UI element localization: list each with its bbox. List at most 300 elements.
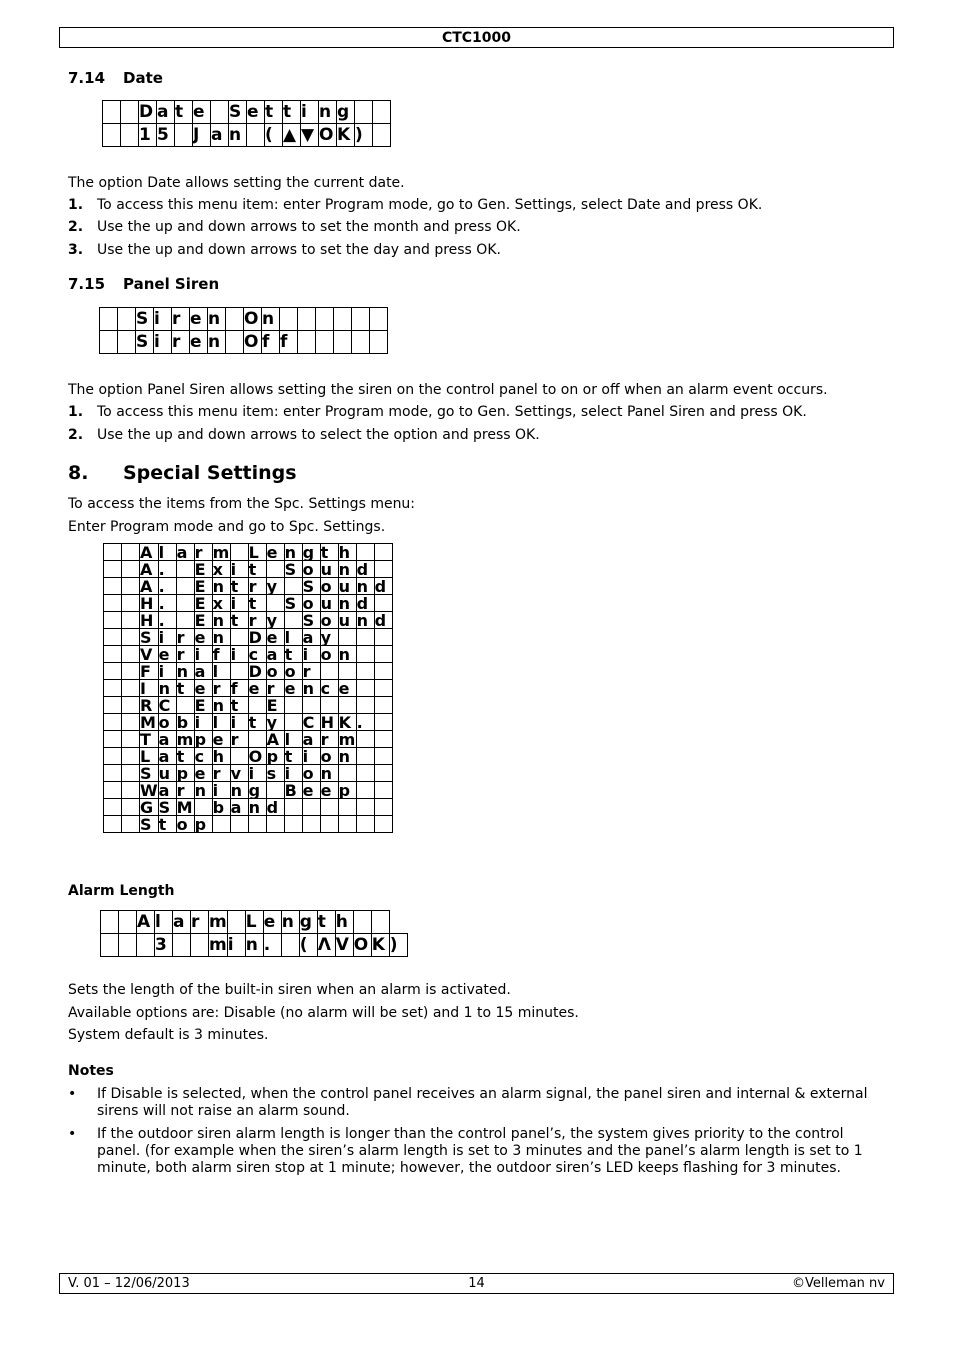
lcd-cell — [374, 561, 392, 578]
lcd-cell: a — [158, 748, 176, 765]
lcd-cell: o — [302, 765, 320, 782]
lcd-row — [100, 331, 388, 354]
lcd-special-settings-menu — [103, 543, 393, 833]
lcd-cell — [176, 578, 194, 595]
lcd-cell: ( — [299, 934, 317, 957]
lcd-cell — [266, 816, 284, 833]
lcd-cell: t — [158, 816, 176, 833]
section-number: 7.15 — [68, 275, 106, 293]
lcd-cell: n — [284, 544, 302, 561]
lcd-cell — [247, 124, 265, 147]
lcd-cell: t — [176, 680, 194, 697]
lcd-cell — [356, 816, 374, 833]
lcd-cell — [248, 697, 266, 714]
lcd-cell — [370, 308, 388, 331]
lcd-cell: ( — [265, 124, 283, 147]
bullet-icon: • — [68, 1126, 77, 1142]
lcd-cell — [302, 799, 320, 816]
lcd-cell — [211, 101, 229, 124]
lcd-cell: F — [140, 663, 159, 680]
lcd-cell: r — [212, 680, 230, 697]
lcd-cell: t — [176, 748, 194, 765]
lcd-cell: x — [212, 595, 230, 612]
lcd-cell: r — [172, 331, 190, 354]
lcd-cell: S — [136, 308, 154, 331]
lcd-cell: f — [230, 680, 248, 697]
lcd-cell: ▲ — [283, 124, 301, 147]
alarm-length-p3: System default is 3 minutes. — [68, 1027, 269, 1043]
lcd-cell — [119, 911, 137, 934]
lcd-cell: e — [193, 101, 211, 124]
lcd-row — [104, 782, 393, 799]
lcd-cell — [266, 561, 284, 578]
lcd-cell — [281, 934, 299, 957]
lcd-cell — [100, 331, 118, 354]
lcd-cell: f — [212, 646, 230, 663]
lcd-row — [101, 911, 408, 934]
lcd-cell: r — [176, 782, 194, 799]
lcd-row — [104, 714, 393, 731]
lcd-cell — [284, 799, 302, 816]
lcd-cell: C — [158, 697, 176, 714]
lcd-cell: E — [194, 595, 212, 612]
lcd-cell: g — [302, 544, 320, 561]
lcd-cell: E — [194, 697, 212, 714]
lcd-cell: p — [194, 731, 212, 748]
lcd-cell — [103, 124, 121, 147]
lcd-cell: ) — [389, 934, 407, 957]
lcd-cell — [104, 561, 122, 578]
lcd-cell — [122, 578, 140, 595]
lcd-cell: n — [248, 799, 266, 816]
lcd-cell — [374, 799, 392, 816]
lcd-cell: i — [230, 646, 248, 663]
lcd-cell — [118, 308, 136, 331]
lcd-cell: i — [230, 595, 248, 612]
panel-siren-step-2: 2. Use the up and down arrows to select the option and press OK. — [68, 427, 540, 443]
lcd-cell — [122, 765, 140, 782]
lcd-cell: M — [176, 798, 193, 816]
bullet-icon: • — [68, 1086, 77, 1102]
date-intro-text: The option Date allows setting the current date. — [68, 175, 405, 191]
lcd-cell — [248, 816, 266, 833]
section-8-heading — [68, 462, 297, 484]
lcd-cell: M — [140, 714, 159, 731]
lcd-cell — [320, 697, 338, 714]
lcd-cell — [104, 765, 122, 782]
page-header — [59, 27, 894, 48]
lcd-cell: a — [158, 731, 176, 748]
lcd-cell: t — [175, 101, 193, 124]
lcd-cell — [100, 308, 118, 331]
lcd-cell: e — [284, 680, 302, 697]
lcd-cell: y — [320, 629, 338, 646]
lcd-cell — [104, 714, 122, 731]
lcd-cell: n — [208, 331, 226, 354]
lcd-cell: p — [176, 765, 194, 782]
lcd-cell — [266, 782, 284, 799]
lcd-row — [104, 544, 393, 561]
lcd-cell: r — [266, 680, 284, 697]
lcd-cell — [284, 612, 302, 629]
lcd-cell: V — [335, 934, 353, 957]
lcd-cell: e — [194, 765, 212, 782]
lcd-cell: r — [172, 308, 190, 331]
lcd-cell — [248, 731, 266, 748]
lcd-cell — [122, 782, 140, 799]
lcd-cell — [230, 748, 248, 765]
lcd-cell: t — [230, 612, 248, 629]
lcd-cell: S — [140, 629, 159, 646]
lcd-cell: m — [338, 730, 356, 748]
lcd-cell — [122, 544, 140, 561]
lcd-cell: a — [211, 124, 229, 147]
special-settings-p2: Enter Program mode and go to Spc. Settings. — [68, 519, 386, 535]
lcd-cell — [175, 124, 193, 147]
lcd-cell — [338, 816, 356, 833]
lcd-cell: S — [140, 816, 159, 833]
lcd-row — [104, 561, 393, 578]
lcd-cell — [374, 731, 392, 748]
lcd-cell — [104, 629, 122, 646]
panel-siren-step-1: 1. To access this menu item: enter Program mode, go to Gen. Settings, select Panel Siren and press OK. — [68, 404, 807, 420]
lcd-cell — [356, 544, 374, 561]
lcd-cell: g — [299, 911, 317, 934]
lcd-cell — [356, 629, 374, 646]
date-step-3: 3. Use the up and down arrows to set the day and press OK. — [68, 242, 501, 258]
lcd-cell: r — [248, 612, 266, 629]
lcd-cell: t — [265, 101, 283, 124]
lcd-cell: A — [137, 911, 155, 934]
lcd-cell: b — [212, 799, 230, 816]
lcd-cell: m — [209, 934, 227, 955]
lcd-cell — [227, 911, 245, 934]
lcd-cell — [338, 799, 356, 816]
lcd-cell: 5 — [157, 124, 175, 147]
alarm-length-heading: Alarm Length — [68, 883, 175, 899]
lcd-cell — [374, 629, 392, 646]
lcd-row — [104, 578, 393, 595]
lcd-cell: o — [284, 663, 302, 680]
lcd-cell — [191, 934, 209, 957]
lcd-cell — [374, 782, 392, 799]
lcd-cell: s — [266, 765, 284, 782]
lcd-cell: a — [230, 799, 248, 816]
lcd-cell: n — [338, 646, 356, 663]
lcd-cell: ) — [355, 124, 373, 147]
lcd-cell: n — [302, 680, 320, 697]
lcd-cell: n — [212, 697, 230, 714]
lcd-cell: t — [248, 595, 266, 612]
lcd-cell — [374, 680, 392, 697]
lcd-cell: D — [248, 629, 266, 646]
lcd-cell — [122, 697, 140, 714]
lcd-cell: r — [248, 578, 266, 595]
lcd-cell: n — [176, 663, 194, 680]
lcd-cell: e — [266, 629, 284, 646]
lcd-cell — [122, 561, 140, 578]
lcd-cell: S — [302, 612, 320, 629]
lcd-cell — [374, 595, 392, 612]
lcd-cell — [230, 544, 248, 561]
lcd-cell: o — [320, 578, 338, 595]
lcd-cell: S — [284, 595, 302, 612]
lcd-cell: n — [281, 911, 299, 934]
notes-heading: Notes — [68, 1063, 114, 1079]
lcd-cell: t — [230, 578, 248, 595]
lcd-cell: u — [320, 595, 338, 612]
lcd-cell — [176, 595, 194, 612]
lcd-cell: r — [194, 544, 212, 561]
lcd-cell: . — [263, 934, 281, 957]
lcd-cell — [356, 663, 374, 680]
lcd-cell: a — [158, 782, 176, 799]
lcd-cell — [176, 612, 194, 629]
lcd-row — [104, 680, 393, 697]
lcd-cell: O — [319, 124, 337, 147]
lcd-cell: r — [176, 646, 194, 663]
lcd-cell: x — [212, 561, 230, 578]
lcd-cell: E — [194, 612, 212, 629]
lcd-cell: n — [208, 308, 226, 331]
lcd-cell: R — [140, 697, 159, 714]
section-7-14-heading — [68, 69, 163, 87]
lcd-row — [103, 101, 391, 124]
lcd-cell — [334, 331, 352, 354]
lcd-cell: i — [194, 646, 212, 663]
lcd-cell — [334, 308, 352, 331]
lcd-cell: d — [356, 595, 374, 612]
lcd-cell: u — [158, 765, 176, 782]
lcd-cell: t — [248, 714, 266, 731]
lcd-cell — [212, 816, 230, 833]
lcd-cell — [104, 595, 122, 612]
lcd-cell — [284, 697, 302, 714]
lcd-cell: u — [338, 612, 356, 629]
lcd-cell: I — [140, 680, 159, 697]
lcd-cell — [374, 544, 392, 561]
lcd-cell: 1 — [139, 124, 157, 147]
lcd-cell — [104, 544, 122, 561]
lcd-cell: l — [212, 714, 230, 731]
lcd-cell: l — [212, 663, 230, 680]
lcd-cell: e — [247, 101, 265, 124]
lcd-cell: G — [140, 799, 159, 816]
lcd-cell: n — [245, 934, 263, 957]
lcd-cell — [370, 331, 388, 354]
lcd-cell: C — [302, 714, 320, 731]
lcd-cell: e — [248, 680, 266, 697]
lcd-cell: S — [140, 765, 159, 782]
lcd-cell: . — [356, 714, 374, 731]
lcd-cell: l — [158, 544, 176, 561]
lcd-cell: A — [140, 544, 159, 561]
lcd-cell: n — [320, 765, 338, 782]
lcd-cell — [284, 578, 302, 595]
lcd-cell: H — [140, 612, 159, 629]
lcd-cell — [338, 663, 356, 680]
lcd-cell — [374, 663, 392, 680]
lcd-row — [104, 765, 393, 782]
lcd-cell — [356, 799, 374, 816]
lcd-cell — [122, 595, 140, 612]
lcd-cell: n — [338, 748, 356, 765]
lcd-cell: e — [190, 331, 208, 354]
lcd-cell: L — [140, 748, 159, 765]
lcd-cell — [122, 646, 140, 663]
lcd-cell — [320, 663, 338, 680]
section-title: Date — [123, 69, 163, 87]
lcd-cell: . — [158, 561, 176, 578]
lcd-cell: o — [266, 663, 284, 680]
lcd-cell — [266, 595, 284, 612]
lcd-cell: t — [248, 561, 266, 578]
copyright: ©Velleman nv — [791, 1276, 885, 1291]
lcd-row — [104, 612, 393, 629]
lcd-cell: e — [266, 544, 284, 561]
lcd-cell — [104, 816, 122, 833]
lcd-cell: n — [356, 578, 374, 595]
page-number: 14 — [468, 1276, 485, 1291]
lcd-cell — [356, 748, 374, 765]
lcd-cell: . — [158, 578, 176, 595]
lcd-cell — [353, 911, 371, 934]
lcd-row — [104, 663, 393, 680]
lcd-cell: . — [158, 595, 176, 612]
special-settings-p1: To access the items from the Spc. Settings menu: — [68, 496, 416, 512]
lcd-cell — [302, 697, 320, 714]
lcd-cell: a — [266, 646, 284, 663]
lcd-cell: d — [374, 612, 392, 629]
lcd-cell — [371, 911, 389, 934]
lcd-cell: i — [158, 663, 176, 680]
lcd-cell — [104, 731, 122, 748]
lcd-cell — [104, 612, 122, 629]
lcd-cell: l — [284, 731, 302, 748]
lcd-cell: u — [320, 561, 338, 578]
lcd-cell — [173, 934, 191, 957]
lcd-cell: i — [212, 782, 230, 799]
lcd-cell: e — [302, 782, 320, 799]
lcd-cell: H — [140, 595, 159, 612]
lcd-cell — [356, 697, 374, 714]
lcd-row — [104, 748, 393, 765]
lcd-cell: n — [194, 782, 212, 799]
lcd-cell: o — [320, 612, 338, 629]
lcd-cell: c — [248, 646, 266, 663]
lcd-cell: D — [248, 663, 266, 680]
lcd-cell: e — [320, 782, 338, 799]
lcd-cell: r — [176, 629, 194, 646]
lcd-cell — [338, 765, 356, 782]
lcd-cell — [284, 714, 302, 731]
lcd-cell: e — [194, 680, 212, 697]
lcd-cell — [352, 308, 370, 331]
lcd-cell: B — [284, 782, 302, 799]
lcd-cell: r — [212, 765, 230, 782]
lcd-cell: e — [194, 629, 212, 646]
note-item-2: • If the outdoor siren alarm length is longer than the control panel’s, the system gives priority to the control panel. (for example when the siren’s alarm length is set to 3 minutes and the panel’s alarm length is set to 1 minute, both alarm siren stop at 1 minute; however, the outdoor siren’s LED keeps flashing for 3 minutes. — [68, 1126, 863, 1176]
lcd-cell: L — [248, 544, 266, 561]
alarm-length-p1: Sets the length of the built-in siren when an alarm is activated. — [68, 982, 511, 998]
lcd-cell — [122, 663, 140, 680]
lcd-cell — [104, 697, 122, 714]
lcd-cell: 3 — [155, 934, 173, 957]
lcd-cell: a — [194, 663, 212, 680]
lcd-cell: n — [338, 595, 356, 612]
lcd-cell: t — [284, 748, 302, 765]
lcd-cell: e — [338, 680, 356, 697]
lcd-cell: l — [155, 911, 173, 934]
lcd-cell: g — [337, 101, 355, 124]
lcd-cell: n — [212, 612, 230, 629]
lcd-cell — [230, 816, 248, 833]
lcd-cell: a — [173, 911, 191, 934]
lcd-cell — [122, 731, 140, 748]
lcd-cell: a — [302, 731, 320, 748]
lcd-cell — [194, 799, 212, 816]
lcd-cell — [104, 782, 122, 799]
lcd-cell: p — [266, 748, 284, 765]
lcd-cell: K — [338, 714, 356, 731]
lcd-cell — [302, 816, 320, 833]
lcd-cell: n — [212, 629, 230, 646]
lcd-cell: n — [212, 578, 230, 595]
lcd-cell: a — [157, 101, 175, 124]
lcd-cell: A — [140, 561, 159, 578]
lcd-cell: ▼ — [301, 124, 319, 147]
lcd-cell: n — [319, 101, 337, 124]
lcd-cell: S — [229, 101, 247, 124]
lcd-cell — [338, 697, 356, 714]
lcd-cell: K — [337, 124, 355, 147]
lcd-cell — [373, 124, 391, 147]
lcd-cell: e — [158, 646, 176, 663]
lcd-cell — [226, 331, 244, 354]
lcd-row — [104, 731, 393, 748]
lcd-cell: n — [158, 680, 176, 697]
lcd-cell: D — [139, 101, 157, 124]
lcd-cell: i — [230, 561, 248, 578]
lcd-cell — [356, 731, 374, 748]
lcd-row — [103, 124, 391, 147]
section-number: 8. — [68, 462, 89, 484]
lcd-cell: e — [190, 308, 208, 331]
lcd-cell — [101, 934, 119, 957]
section-title: Special Settings — [123, 462, 297, 484]
lcd-cell: i — [248, 765, 266, 782]
lcd-cell — [338, 629, 356, 646]
lcd-cell — [104, 578, 122, 595]
lcd-cell: n — [229, 124, 247, 147]
lcd-cell — [103, 101, 121, 124]
lcd-cell: d — [266, 799, 284, 816]
lcd-cell — [374, 714, 392, 731]
lcd-cell — [121, 101, 139, 124]
lcd-row — [104, 595, 393, 612]
lcd-cell: e — [212, 731, 230, 748]
lcd-cell: f — [262, 331, 280, 354]
lcd-cell: b — [176, 714, 194, 731]
lcd-cell: p — [194, 816, 212, 833]
lcd-cell: o — [320, 748, 338, 765]
lcd-cell: m — [176, 730, 194, 748]
lcd-cell: i — [227, 934, 245, 957]
lcd-cell: y — [266, 578, 284, 595]
alarm-length-p2: Available options are: Disable (no alarm will be set) and 1 to 15 minutes. — [68, 1005, 579, 1021]
lcd-cell: i — [302, 646, 320, 663]
lcd-cell: h — [212, 748, 230, 765]
